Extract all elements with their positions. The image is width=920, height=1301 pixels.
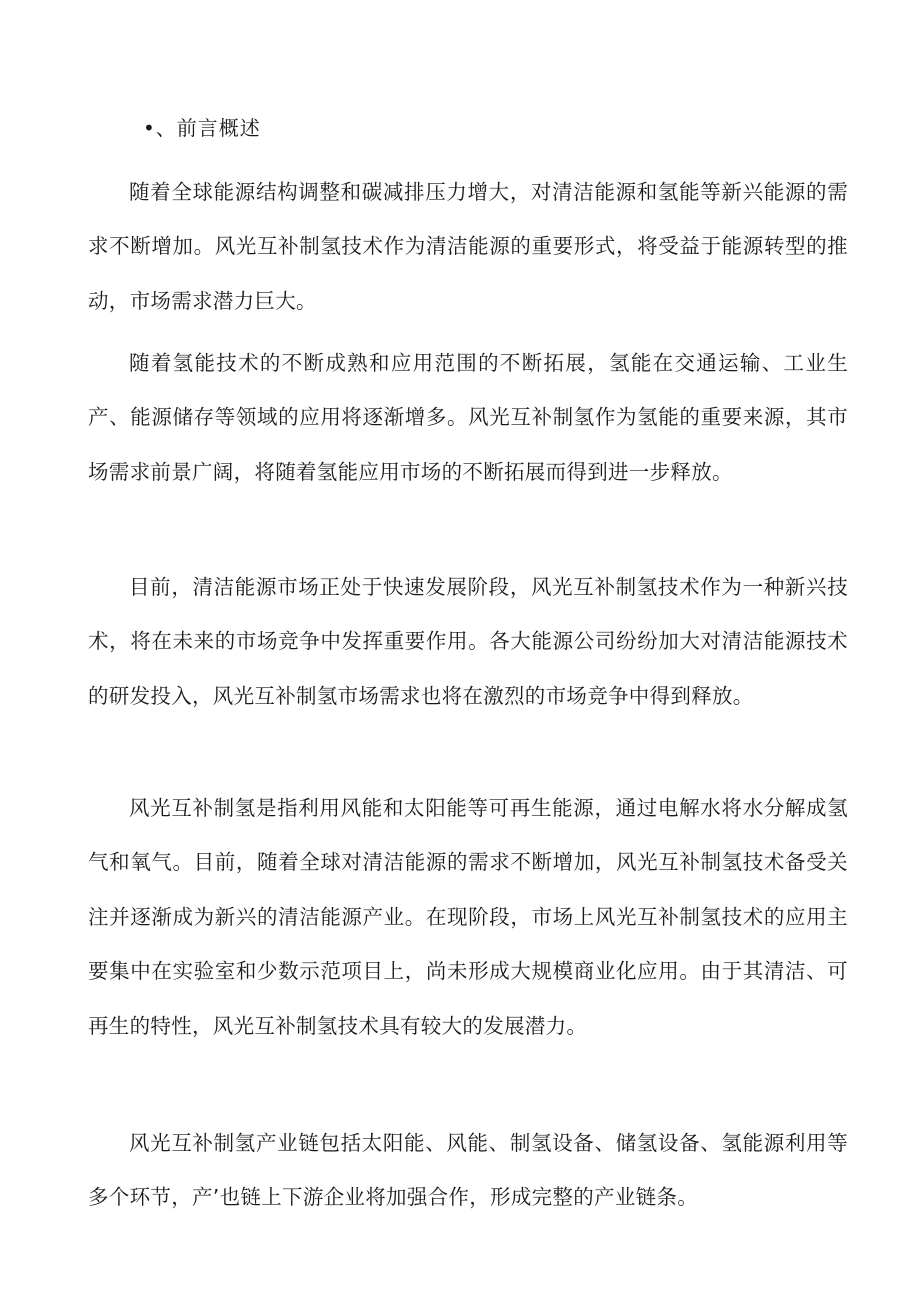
paragraph-1: 随着全球能源结构调整和碳减排压力增大，对清洁能源和氢能等新兴能源的需求不断增加。风光互补制氢技术作为清洁能源的重要形式，将受益于能源转型的推动，市场需求潜力巨大。 xyxy=(88,180,848,313)
paragraph-2: 随着氢能技术的不断成熟和应用范围的不断拓展，氢能在交通运输、工业生产、能源储存等领域的应用将逐渐增多。风光互补制氢作为氢能的重要来源，其市场需求前景广阔，将随着氢能应用市场的不断拓展而得到进一步释放。 xyxy=(88,351,848,484)
paragraph-3: 目前，清洁能源市场正处于快速发展阶段，风光互补制氢技术作为一种新兴技术，将在未来的市场竞争中发挥重要作用。各大能源公司纷纷加大对清洁能源技术的研发投入，风光互补制氢市场需求也将在激烈的市场竞争中得到释放。 xyxy=(88,575,848,708)
paragraph-5: 风光互补制氢产业链包括太阳能、风能、制氢设备、储氢设备、氢能源利用等多个环节，产’也链上下游企业将加强合作，形成完整的产业链条。 xyxy=(88,1131,848,1210)
section-heading: •、前言概述 xyxy=(143,116,261,140)
paragraph-4: 风光互补制氢是指利用风能和太阳能等可再生能源，通过电解水将水分解成氢气和氧气。目前，随着全球对清洁能源的需求不断增加，风光互补制氢技术备受关注并逐渐成为新兴的清洁能源产业。在现阶段，市场上风光互补制氢技术的应用主要集中在实验室和少数示范项目上，尚未形成大规模商业化应用。由于其清洁、可再生的特性，风光互补制氢技术具有较大的发展潜力。 xyxy=(88,796,848,1038)
